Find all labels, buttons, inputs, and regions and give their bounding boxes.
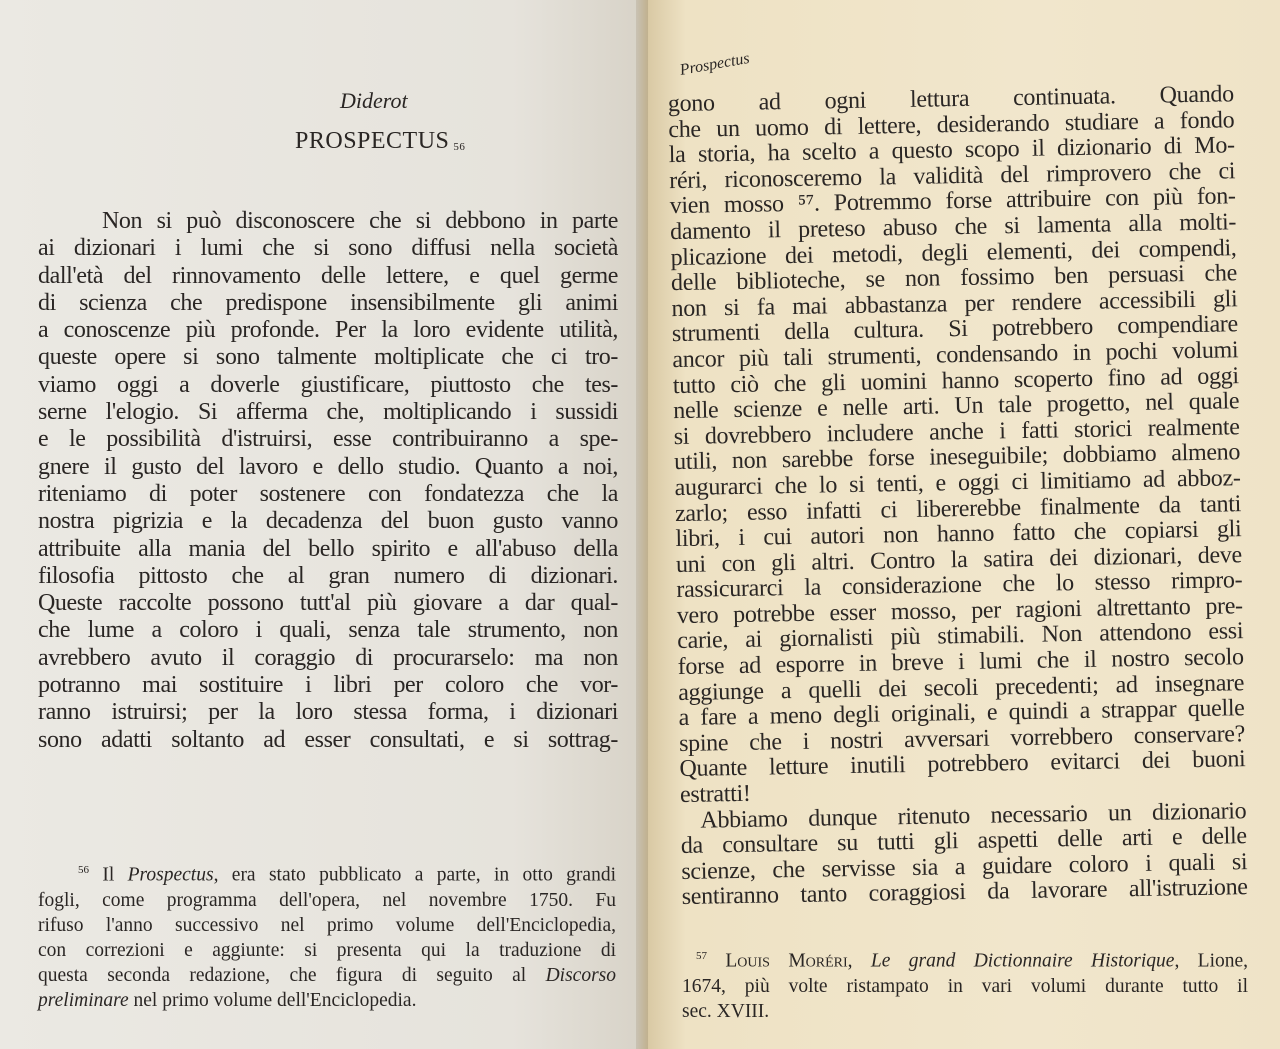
- footnote-line: fogli, come programma dell'opera, nel novembre 1750. Fu: [38, 889, 616, 911]
- text-line: ranno istruirsi; per la loro stessa forma, i dizionari: [38, 699, 618, 726]
- text-line: la storia, ha scelto a questo scopo il dizionario di Mo-: [668, 132, 1235, 169]
- text-line: sentiranno tanto coraggiosi da lavorare all'istruzione: [681, 874, 1248, 911]
- text-line: Quante letture inutili potrebbero evitarci dei buoni: [679, 746, 1246, 783]
- text-line: di scienza che predispone insensibilmente gli animi: [38, 289, 618, 316]
- text-line: aggiunge a quelli dei secoli precedenti; ad insegnare: [677, 669, 1245, 706]
- running-head: Diderot: [340, 88, 408, 113]
- running-head: Prospectus: [678, 49, 751, 79]
- text-line: plicazione dei metodi, degli elementi, dei compendi,: [670, 234, 1237, 271]
- footnote-italic: Prospectus: [127, 864, 214, 886]
- text-line: potranno mai sostituire i libri per coloro che vor-: [38, 672, 618, 699]
- text-line: Non si può disconoscere che si debbono in parte: [102, 208, 618, 234]
- footnote-line: 1674, più volte ristampato in vari volumi durante tutto il: [682, 975, 1248, 997]
- footnote-italic: preliminare: [38, 989, 129, 1011]
- footnote-text: , Lione,: [1174, 950, 1249, 972]
- text-line: utili, non sarebbe forse ineseguibile; dobbiamo almeno: [673, 439, 1241, 476]
- text-line: avrebbero avuto il coraggio di procurarselo: ma non: [38, 644, 618, 671]
- text-line: non si fa mai abbastanza per rendere accessibili gli: [671, 285, 1238, 322]
- footnote-text: nel primo volume dell'Enciclopedia.: [128, 989, 417, 1011]
- footnote-text: ,: [847, 950, 871, 972]
- text-line: a conoscenze più profonde. Per la loro evidente utilità,: [38, 317, 618, 344]
- footnote-italic: Le grand Dictionnaire Historique: [870, 950, 1175, 972]
- text-line: nelle scienze e nelle arti. Un tale progetto, nel quale: [673, 388, 1240, 425]
- footnote-56: [38, 858, 616, 1013]
- footnote-italic: Discorso: [545, 964, 616, 986]
- footnote-text: , era stato pubblicato a parte, in otto grandi: [213, 864, 616, 886]
- footnote-number: 57: [696, 950, 707, 962]
- text-line: gnere il gusto del lavoro e dello studio. Quanto a noi,: [38, 453, 618, 480]
- text-line: estratti!: [679, 780, 751, 809]
- text-line: carie, ai giornalisti più stimabili. Non attendono essi: [677, 618, 1244, 655]
- text-line: serne l'elogio. Si afferma che, moltiplicando i sussidi: [38, 399, 618, 426]
- footnote-text: Il: [102, 864, 128, 886]
- text-line: spine che i nostri avversari vorrebbero conservare?: [678, 720, 1246, 757]
- text-line: strumenti della cultura. Si potrebbero compendiare: [671, 311, 1239, 348]
- page-title: [295, 128, 465, 155]
- text-line: si dovrebbero includere anche i fatti storici realmente: [673, 413, 1240, 450]
- text-line: forse ad esporre in breve i lumi che il nostro secolo: [677, 644, 1244, 681]
- text-line: libri, i cui autori non hanno fatto che copiarsi gli: [675, 516, 1242, 553]
- text-line: zarlo; esso infatti ci libererebbe finalmente da tanti: [674, 490, 1242, 527]
- text-line: uni con gli altri. Contro la satira dei dizionari, deve: [675, 541, 1243, 578]
- footnote-line: sec. XVIII.: [682, 1000, 770, 1022]
- text-line: Abbiamo dunque ritenuto necessario un dizionario: [700, 797, 1247, 834]
- text-line: gono ad ogni lettura continuata. Quando: [667, 81, 1235, 118]
- footnote-57: [682, 944, 1248, 1024]
- title-footnote-ref: 56: [453, 141, 466, 153]
- text-line: scienze, che servisse sia a guidare coloro i quali si: [681, 848, 1248, 885]
- text-line: sono adatti soltanto ad esser consultati, e si sottrag-: [38, 726, 618, 753]
- text-line: vien mosso ⁵⁷. Potremmo forse attribuire con più fon-: [669, 183, 1236, 220]
- text-line: vero potrebbe esser mosso, per ragioni altrettanto pre-: [676, 593, 1243, 629]
- text-line: che un uomo di lettere, desiderando studiare a fondo: [668, 106, 1235, 143]
- text-line: damento il preteso abuso che si lamenta alla molti-: [669, 209, 1237, 246]
- text-line: ai dizionari i lumi che si sono diffusi nella società: [38, 235, 618, 262]
- footnote-text: questa seconda redazione, che figura di seguito al: [38, 964, 546, 986]
- footnote-author: Louis Moréri: [725, 950, 848, 972]
- text-line: nostra pigrizia e la decadenza del buon gusto vanno: [38, 508, 618, 535]
- footnote-line: rifuso l'anno successivo nel primo volume dell'Enciclopedia,: [38, 914, 616, 936]
- text-line: attribuite alla mania del bello spirito e all'abuso della: [38, 535, 618, 562]
- title-text: PROSPECTUS: [295, 128, 450, 154]
- body-text: [668, 82, 1248, 911]
- text-line: riteniamo di poter sostenere con fondatezza che la: [38, 480, 618, 507]
- text-line: delle biblioteche, se non fossimo ben persuasi che: [670, 260, 1238, 297]
- text-line: che lume a coloro i quali, senza tale strumento, non: [38, 617, 618, 644]
- text-line: da consultare su tutti gli aspetti delle arti e delle: [680, 823, 1248, 860]
- text-line: filosofia pittosto che al gran numero di dizionari.: [38, 562, 618, 589]
- text-line: ancor più tali strumenti, condensando in pochi volumi: [672, 337, 1239, 374]
- text-line: e le possibilità d'istruirsi, esse contribuiranno a spe-: [38, 426, 618, 453]
- footnote-number: 56: [78, 864, 89, 876]
- text-line: tutto ciò che gli uomini hanno scoperto fino ad oggi: [672, 362, 1239, 399]
- text-line: réri, riconosceremo la validità del rimprovero che ci: [669, 158, 1236, 194]
- text-line: augurarci che lo si tenti, e oggi ci limitiamo ad abboz-: [674, 465, 1241, 501]
- text-line: dall'età del rinnovamento delle lettere, e quel germe: [38, 262, 618, 289]
- text-line: rassicurarci la considerazione che lo stesso rimpro-: [676, 567, 1243, 604]
- body-text: [38, 208, 618, 754]
- text-line: queste opere si sono talmente moltiplicate che ci tro-: [38, 344, 618, 371]
- text-line: Queste raccolte possono tutt'al più giovare a dar qual-: [38, 590, 618, 617]
- text-line: viamo oggi a doverle giustificare, piuttosto che tes-: [38, 371, 618, 398]
- footnote-line: con correzioni e aggiunte: si presenta qui la traduzione di: [38, 939, 616, 961]
- text-line: a fare a meno degli originali, e quindi a strappar quelle: [678, 695, 1245, 732]
